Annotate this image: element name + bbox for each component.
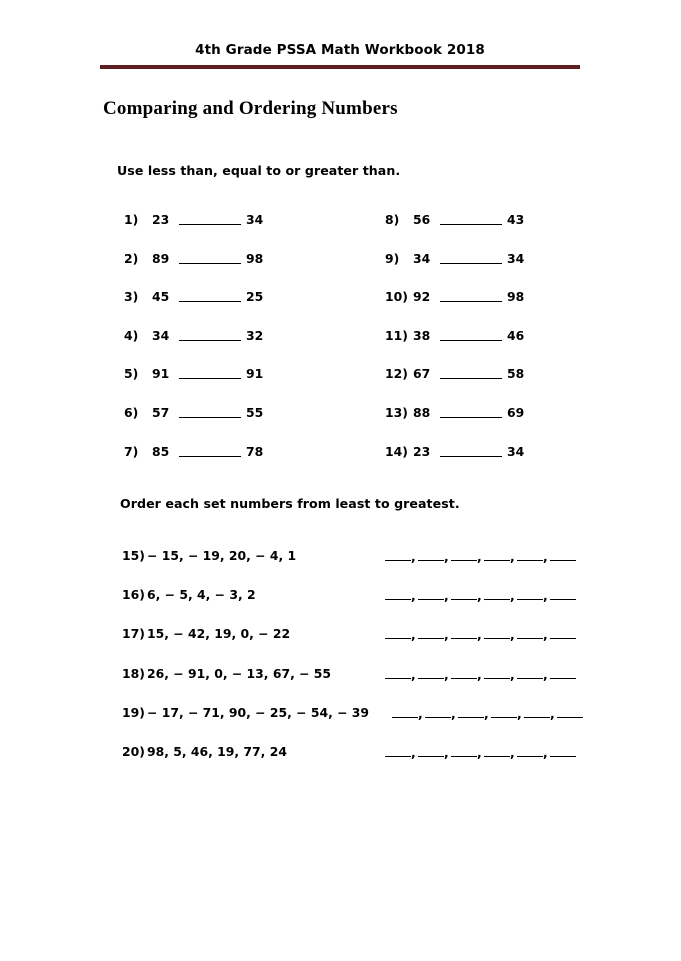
blank-separator-comma: ,: [550, 705, 555, 721]
answer-blank[interactable]: [418, 745, 444, 757]
number-sequence: 6, − 5, 4, − 3, 2: [147, 587, 256, 603]
instruction-ordering: Order each set numbers from least to greatest.: [120, 496, 460, 511]
blank-separator-comma: ,: [444, 744, 449, 760]
ordering-answer-blanks[interactable]: [385, 588, 576, 603]
answer-blank[interactable]: [458, 706, 484, 718]
comparison-answer-blank[interactable]: [179, 366, 241, 379]
answer-blank[interactable]: [425, 706, 451, 718]
operand-left: 89: [152, 250, 170, 266]
instruction-comparing: Use less than, equal to or greater than.: [117, 163, 401, 178]
answer-blank[interactable]: [385, 588, 411, 600]
comparison-answer-blank[interactable]: [179, 212, 241, 225]
operand-right: 98: [246, 250, 264, 266]
operand-right: 98: [507, 289, 525, 305]
problem-number: 3): [124, 289, 139, 305]
answer-blank[interactable]: [491, 706, 517, 718]
blank-separator-comma: ,: [411, 666, 416, 682]
answer-blank[interactable]: [392, 706, 418, 718]
operand-left: 57: [152, 404, 170, 420]
operand-left: 91: [152, 366, 170, 382]
problem-number: 9): [385, 250, 400, 266]
comparison-answer-blank[interactable]: [440, 366, 502, 379]
operand-left: 67: [413, 366, 431, 382]
blank-separator-comma: ,: [543, 588, 548, 604]
answer-blank[interactable]: [484, 627, 510, 639]
blank-separator-comma: ,: [510, 744, 515, 760]
operand-right: 69: [507, 404, 525, 420]
answer-blank[interactable]: [550, 549, 576, 561]
operand-right: 91: [246, 366, 264, 382]
ordering-problem-row: [122, 548, 582, 587]
answer-blank[interactable]: [451, 549, 477, 561]
comparison-answer-blank[interactable]: [440, 444, 502, 457]
compare-problem-row: [385, 444, 524, 483]
problem-number: 19): [122, 704, 145, 720]
comparison-answer-blank[interactable]: [440, 212, 502, 225]
answer-blank[interactable]: [385, 745, 411, 757]
answer-blank[interactable]: [550, 627, 576, 639]
operand-right: 34: [507, 250, 525, 266]
problem-number: 2): [124, 250, 139, 266]
answer-blank[interactable]: [517, 588, 543, 600]
problem-number: 15): [122, 548, 145, 563]
blank-separator-comma: ,: [444, 627, 449, 643]
blank-separator-comma: ,: [510, 627, 515, 643]
compare-problem-row: [124, 405, 263, 444]
compare-problem-row: [124, 366, 263, 405]
compare-column-left: [124, 212, 263, 482]
operand-left: 56: [413, 212, 431, 227]
compare-problem-row: [124, 289, 263, 328]
number-sequence: 26, − 91, 0, − 13, 67, − 55: [147, 665, 332, 681]
blank-separator-comma: ,: [444, 588, 449, 604]
ordering-problem-row: [122, 666, 582, 705]
answer-blank[interactable]: [385, 667, 411, 679]
answer-blank[interactable]: [418, 627, 444, 639]
blank-separator-comma: ,: [543, 627, 548, 643]
comparison-answer-blank[interactable]: [440, 289, 502, 302]
problem-number: 11): [385, 327, 408, 343]
operand-left: 85: [152, 443, 170, 459]
blank-separator-comma: ,: [484, 705, 489, 721]
answer-blank[interactable]: [385, 549, 411, 561]
blank-separator-comma: ,: [411, 744, 416, 760]
comparison-answer-blank[interactable]: [179, 289, 241, 302]
problem-number: 4): [124, 327, 139, 343]
compare-problem-row: [385, 366, 524, 405]
blank-separator-comma: ,: [543, 549, 548, 564]
ordering-problem-row: [122, 744, 582, 783]
operand-right: 55: [246, 404, 264, 420]
compare-problem-row: [385, 289, 524, 328]
comparison-answer-blank[interactable]: [440, 328, 502, 341]
compare-problem-row: [385, 328, 524, 367]
answer-blank[interactable]: [550, 667, 576, 679]
operand-right: 32: [246, 327, 264, 343]
answer-blank[interactable]: [517, 745, 543, 757]
blank-separator-comma: ,: [517, 705, 522, 721]
compare-problem-row: [385, 405, 524, 444]
worksheet-title: Comparing and Ordering Numbers: [103, 98, 398, 119]
blank-separator-comma: ,: [451, 705, 456, 721]
operand-left: 34: [413, 250, 431, 266]
blank-separator-comma: ,: [543, 666, 548, 682]
comparison-answer-blank[interactable]: [179, 251, 241, 264]
blank-separator-comma: ,: [477, 666, 482, 682]
operand-left: 34: [152, 327, 170, 343]
comparison-answer-blank[interactable]: [440, 405, 502, 418]
comparison-answer-blank[interactable]: [440, 251, 502, 264]
answer-blank[interactable]: [557, 706, 583, 718]
number-sequence: 98, 5, 46, 19, 77, 24: [147, 743, 287, 759]
blank-separator-comma: ,: [510, 666, 515, 682]
number-sequence: − 17, − 71, 90, − 25, − 54, − 39: [147, 704, 370, 720]
answer-blank[interactable]: [451, 588, 477, 600]
answer-blank[interactable]: [385, 627, 411, 639]
answer-blank[interactable]: [451, 745, 477, 757]
operand-left: 92: [413, 289, 431, 305]
answer-blank[interactable]: [418, 667, 444, 679]
operand-right: 58: [507, 366, 525, 382]
answer-blank[interactable]: [484, 745, 510, 757]
number-sequence: − 15, − 19, 20, − 4, 1: [147, 548, 297, 563]
compare-problem-row: [124, 444, 263, 483]
number-sequence: 15, − 42, 19, 0, − 22: [147, 626, 291, 642]
problem-number: 17): [122, 626, 145, 642]
blank-separator-comma: ,: [477, 588, 482, 604]
problem-number: 6): [124, 404, 139, 420]
operand-left: 23: [152, 212, 170, 227]
answer-blank[interactable]: [550, 745, 576, 757]
answer-blank[interactable]: [517, 667, 543, 679]
operand-left: 38: [413, 327, 431, 343]
operand-right: 34: [507, 443, 525, 459]
problem-number: 20): [122, 743, 145, 759]
problem-number: 12): [385, 366, 408, 382]
blank-separator-comma: ,: [543, 744, 548, 760]
answer-blank[interactable]: [418, 549, 444, 561]
ordering-answer-blanks[interactable]: [385, 627, 576, 642]
compare-problem-row: [124, 328, 263, 367]
ordering-answer-blanks[interactable]: [385, 667, 576, 682]
problem-number: 16): [122, 587, 145, 603]
operand-right: 34: [246, 212, 264, 227]
operand-left: 45: [152, 289, 170, 305]
problem-number: 14): [385, 443, 408, 459]
ordering-problem-list: [122, 548, 582, 783]
operand-left: 88: [413, 404, 431, 420]
blank-separator-comma: ,: [411, 588, 416, 604]
blank-separator-comma: ,: [444, 549, 449, 564]
answer-blank[interactable]: [517, 549, 543, 561]
ordering-problem-row: [122, 705, 582, 744]
blank-separator-comma: ,: [477, 744, 482, 760]
answer-blank[interactable]: [418, 588, 444, 600]
operand-right: 43: [507, 212, 525, 227]
blank-separator-comma: ,: [418, 705, 423, 721]
operand-right: 78: [246, 443, 264, 459]
problem-number: 5): [124, 366, 139, 382]
blank-separator-comma: ,: [510, 549, 515, 564]
blank-separator-comma: ,: [510, 588, 515, 604]
answer-blank[interactable]: [451, 627, 477, 639]
problem-number: 8): [385, 212, 400, 227]
blank-separator-comma: ,: [477, 549, 482, 564]
comparison-answer-blank[interactable]: [179, 444, 241, 457]
operand-left: 23: [413, 443, 431, 459]
ordering-problem-row: [122, 587, 582, 626]
operand-right: 46: [507, 327, 525, 343]
compare-problem-row: [385, 212, 524, 251]
ordering-answer-blanks[interactable]: [385, 549, 576, 564]
comparison-answer-blank[interactable]: [179, 328, 241, 341]
problem-number: 10): [385, 289, 408, 305]
answer-blank[interactable]: [524, 706, 550, 718]
compare-problem-row: [124, 212, 263, 251]
ordering-answer-blanks[interactable]: [392, 706, 583, 721]
problem-number: 1): [124, 212, 139, 227]
answer-blank[interactable]: [550, 588, 576, 600]
header-divider-rule: [100, 65, 580, 69]
operand-right: 25: [246, 289, 264, 305]
problem-number: 18): [122, 665, 145, 681]
problem-number: 7): [124, 443, 139, 459]
blank-separator-comma: ,: [477, 627, 482, 643]
answer-blank[interactable]: [484, 588, 510, 600]
blank-separator-comma: ,: [411, 549, 416, 564]
page-header-title: 4th Grade PSSA Math Workbook 2018: [195, 42, 485, 58]
ordering-problem-row: [122, 626, 582, 665]
answer-blank[interactable]: [484, 549, 510, 561]
blank-separator-comma: ,: [411, 627, 416, 643]
compare-problem-row: [124, 251, 263, 290]
problem-number: 13): [385, 404, 408, 420]
answer-blank[interactable]: [451, 667, 477, 679]
comparison-answer-blank[interactable]: [179, 405, 241, 418]
compare-problem-row: [385, 251, 524, 290]
answer-blank[interactable]: [517, 627, 543, 639]
ordering-answer-blanks[interactable]: [385, 745, 576, 760]
compare-column-right: [385, 212, 524, 482]
blank-separator-comma: ,: [444, 666, 449, 682]
answer-blank[interactable]: [484, 667, 510, 679]
